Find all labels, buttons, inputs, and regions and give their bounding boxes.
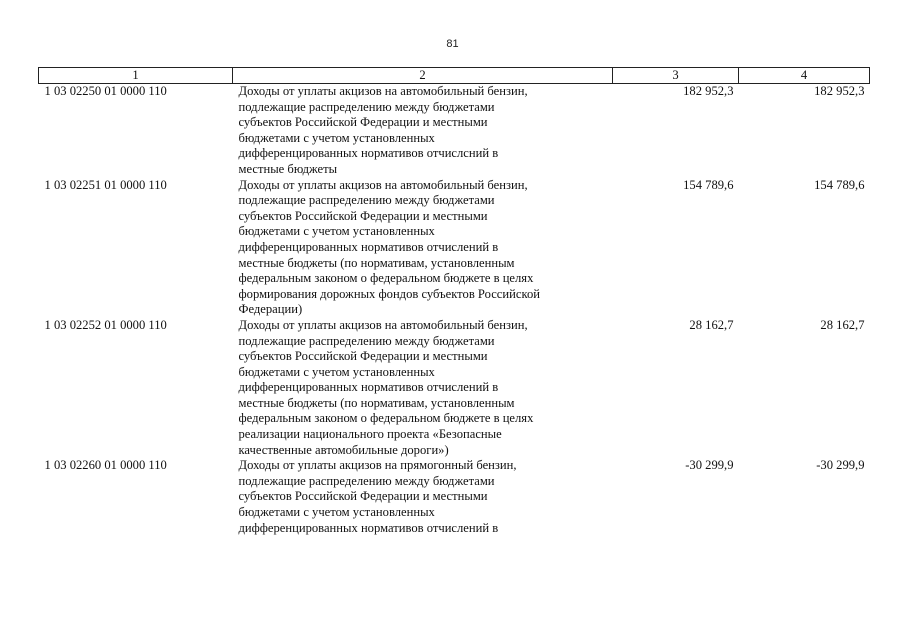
column-header-2: 2 — [233, 68, 613, 84]
table-row — [39, 458, 870, 536]
table-row — [39, 84, 870, 178]
column-header-3: 3 — [613, 68, 739, 84]
table-row — [39, 178, 870, 318]
budget-revenue-table — [38, 67, 870, 536]
amount-column-3: 28 162,7 — [689, 317, 734, 332]
revenue-description: Доходы от уплаты акцизов на автомобильный бензин, подлежащие распределению между бюджетами субъектов Российской Федерации и местными бюджетами с учетом установленных дифференцированных нормативов отчислений в местные бюджеты (по нормативам, установленным федеральным законом о федеральном бюджете в целях формирования дорожных фондов субъектов Российской Федерации) — [238, 177, 540, 317]
table-header-row — [39, 68, 870, 84]
revenue-description: Доходы от уплаты акцизов на автомобильный бензин, подлежащие распределению между бюджетами субъектов Российской Федерации и местными бюджетами с учетом установленных дифференцированных нормативов отчислений в местные бюджеты (по нормативам, установленным федеральным законом о федеральном бюджете в целях реализации национального проекта «Безопасные качественные автомобильные дороги») — [238, 317, 534, 457]
table-row — [39, 318, 870, 458]
amount-column-4: 182 952,3 — [814, 84, 865, 98]
amount-column-4: -30 299,9 — [816, 458, 865, 473]
column-header-4: 4 — [739, 68, 870, 84]
amount-column-3: -30 299,9 — [685, 458, 734, 473]
amount-column-3: 154 789,6 — [683, 177, 734, 192]
column-header-1: 1 — [39, 68, 233, 84]
budget-code: 1 03 02252 01 0000 110 — [44, 317, 167, 332]
revenue-description: Доходы от уплаты акцизов на прямогонный бензин, подлежащие распределению между бюджетами субъектов Российской Федерации и местными бюджетами с учетом установленных дифференцированных нормативов отчислений в — [238, 458, 517, 535]
revenue-description: Доходы от уплаты акцизов на автомобильный бензин, подлежащие распределению между бюджетами субъектов Российской Федерации и местными бюджетами с учетом установленных дифференцированных нормативов отчислсний в местные бюджеты — [238, 84, 528, 176]
budget-code: 1 03 02260 01 0000 110 — [44, 458, 167, 473]
amount-column-4: 28 162,7 — [820, 317, 865, 332]
amount-column-4: 154 789,6 — [814, 177, 865, 192]
budget-code: 1 03 02251 01 0000 110 — [44, 177, 167, 192]
amount-column-3: 182 952,3 — [683, 84, 734, 98]
page-number: 81 — [446, 38, 459, 50]
budget-code: 1 03 02250 01 0000 110 — [44, 84, 167, 98]
